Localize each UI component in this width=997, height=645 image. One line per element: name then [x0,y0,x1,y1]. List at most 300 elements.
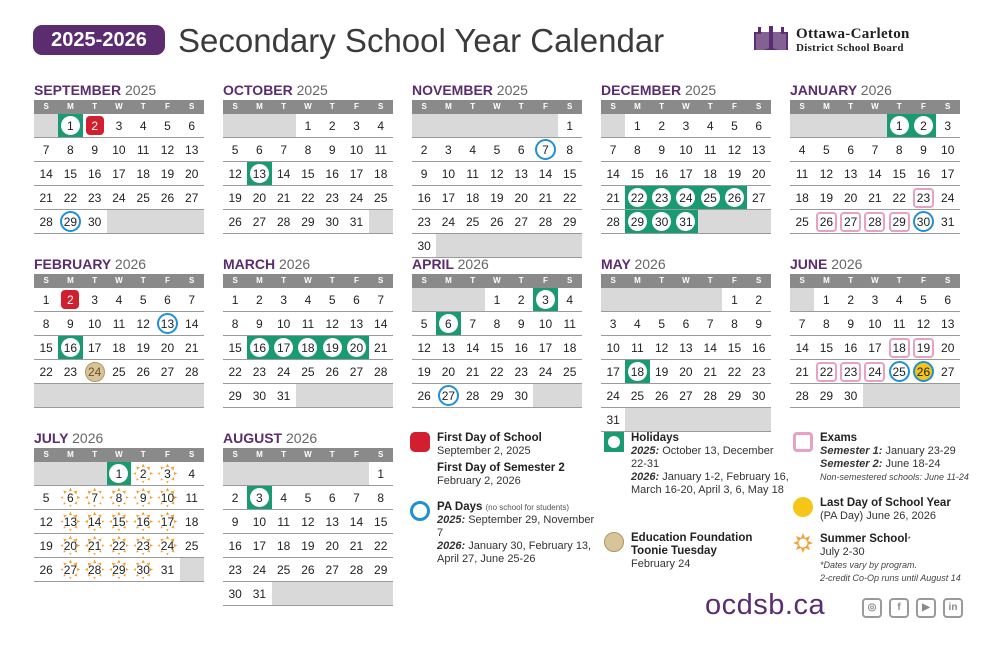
day-number: 8 [823,316,830,331]
weekday-label: S [610,276,616,285]
weekday-label: S [43,102,49,111]
day-number: 6 [188,118,196,133]
day-cell [936,114,960,137]
weekday-label: T [140,102,146,111]
week-row [601,162,771,186]
weekday-label: W [871,276,879,285]
weekday-header [223,274,393,288]
day-cell [34,510,58,533]
day-number: 2 [517,292,525,307]
day-number: 6 [439,314,458,333]
day-number: 1 [42,292,50,307]
day-cell [155,114,179,137]
day-cell-summer [58,558,82,581]
week-row [790,336,960,360]
toonie-title: Education Foundation Toonie Tuesday [631,532,753,557]
weekday-label: F [165,450,170,459]
day-number: 4 [798,142,806,157]
day-cell [722,138,746,161]
week-row [412,336,582,360]
month-january [790,82,960,234]
day-number: 1 [634,118,641,133]
day-number: 15 [727,340,742,355]
day-number: 15 [819,340,834,355]
day-number: 22 [374,538,388,553]
empty-day-cell [272,114,296,137]
day-number: 6 [328,490,336,505]
day-number: 9 [658,142,665,157]
day-number: 6 [682,316,690,331]
week-row [223,384,393,408]
day-number: 26 [490,214,504,229]
instagram-icon[interactable]: ◎ [862,598,882,618]
day-cell [485,162,509,185]
day-number: 4 [304,292,312,307]
day-number: 11 [703,142,717,157]
weekday-label: S [421,102,427,111]
day-cell [814,138,838,161]
first-day-swatch-icon [410,432,430,452]
linkedin-icon[interactable]: in [943,598,963,618]
day-number: 23 [514,364,528,379]
day-cell [790,312,814,335]
weekday-label: S [189,102,195,111]
month-march [223,256,393,408]
day-cell [320,510,344,533]
day-cell [625,138,649,161]
weekday-label: T [896,102,902,111]
day-cell [34,486,58,509]
month-year: 2026 [831,256,863,272]
day-number: 3 [250,488,269,507]
day-number: 14 [538,166,553,181]
empty-day-cell [223,114,247,137]
day-number: 18 [136,166,150,181]
weekday-label: T [92,276,98,285]
month-year: 2026 [114,256,147,272]
day-cell [180,336,204,359]
day-cell [412,210,436,233]
day-number: 11 [277,514,290,529]
first-day-date: September 2, 2025 [437,445,531,457]
day-cell [814,384,838,407]
day-number: 23 [87,190,102,205]
day-cell [412,360,436,383]
day-cell [247,534,271,557]
weekday-label: F [732,102,737,111]
day-cell-exam [863,210,887,233]
day-number: 15 [892,166,906,181]
day-cell [911,162,935,185]
day-cell [296,114,320,137]
month-title [223,430,393,446]
day-number: 11 [136,142,150,157]
facebook-icon[interactable]: f [889,598,909,618]
day-number: 31 [160,562,175,577]
day-number: 18 [374,166,388,181]
day-cell [863,336,887,359]
week-row [34,186,204,210]
day-number: 2 [139,466,147,481]
weekday-label: S [567,102,573,111]
weekday-label: T [896,276,902,285]
month-year: 2026 [72,430,104,446]
day-number: 29 [228,388,242,403]
day-cell-summer [83,558,107,581]
day-number: 5 [493,142,501,157]
empty-day-cell [887,384,911,407]
day-cell [83,186,107,209]
day-number: 5 [823,142,830,157]
day-number: 1 [377,466,385,481]
empty-day-cell [509,114,533,137]
day-cell [722,114,746,137]
weekday-label: S [378,102,384,111]
holidays-2026-label: 2026: [631,471,660,483]
day-cell-hol [533,288,557,311]
empty-day-cell [674,288,698,311]
empty-day-cell [34,114,58,137]
day-cell [344,510,368,533]
day-number: 2 [847,292,854,307]
week-row [790,114,960,138]
day-cell-summer [83,534,107,557]
day-cell [412,336,436,359]
day-cell-exam [863,360,887,383]
day-cell [320,114,344,137]
week-row [223,534,393,558]
empty-day-cell [698,408,722,431]
day-cell-summer [131,558,155,581]
day-number: 10 [679,142,693,157]
year-badge: 2025-2026 [33,25,165,55]
day-number: 19 [160,166,175,181]
day-cell [34,138,58,161]
pa-2025-label: 2025: [437,514,466,526]
empty-day-cell [625,408,649,431]
day-cell [223,510,247,533]
day-cell [790,336,814,359]
week-row [412,210,582,234]
day-number: 6 [755,118,763,133]
day-number: 2 [256,292,263,307]
day-number: 28 [185,364,199,379]
day-number: 20 [752,166,766,181]
day-cell [320,210,344,233]
day-cell [839,162,863,185]
weekday-label: S [378,450,384,459]
day-cell [461,312,485,335]
day-cell-hol [247,486,271,509]
day-number: 9 [755,316,763,331]
day-cell [58,138,82,161]
day-number: 13 [157,313,178,334]
day-number: 20 [679,364,693,379]
day-number: 7 [871,142,879,157]
day-cell [533,360,557,383]
day-number: 28 [538,214,553,229]
day-number: 3 [682,118,690,133]
day-number: 3 [536,290,555,309]
day-number: 31 [606,412,620,427]
month-year: 2026 [286,430,318,446]
empty-day-cell [650,408,674,431]
day-number: 4 [706,118,714,133]
day-number: 29 [563,214,577,229]
pa-2026-label: 2026: [437,540,466,552]
day-number: 24 [276,364,291,379]
day-number: 18 [703,166,717,181]
weekday-label: T [470,102,476,111]
day-cell-exam [814,360,838,383]
day-cell-summer [107,486,131,509]
month-october [223,82,393,234]
day-cell [533,186,557,209]
day-number: 28 [465,388,480,403]
day-cell [344,558,368,581]
day-number: 2 [231,490,239,505]
day-cell-hol [625,186,649,209]
day-number: 7 [188,292,196,307]
day-cell [674,114,698,137]
day-cell [650,384,674,407]
day-number: 26 [654,388,669,403]
day-cell-hol [344,336,368,359]
week-row [412,384,582,408]
week-row [601,186,771,210]
day-number: 15 [630,166,645,181]
day-number: 9 [847,316,854,331]
day-number: 25 [185,538,199,553]
day-cell [247,558,271,581]
day-cell [247,384,271,407]
day-cell-summer [155,462,179,485]
weekday-label: T [707,102,713,111]
weekday-label: M [256,450,263,459]
day-number: 24 [349,190,364,205]
week-row [223,312,393,336]
month-title [34,256,204,272]
day-cell [558,138,582,161]
day-number: 25 [563,364,577,379]
day-number: 9 [67,316,74,331]
day-cell [369,486,393,509]
day-cell [247,312,271,335]
day-number: 22 [563,190,577,205]
empty-day-cell [650,288,674,311]
day-number: 31 [349,214,364,229]
day-number: 14 [703,340,717,355]
youtube-icon[interactable]: ▶ [916,598,936,618]
weekday-label: F [921,102,926,111]
day-cell [247,360,271,383]
page-title: Secondary School Year Calendar [178,22,665,59]
day-cell [107,114,131,137]
day-number: 25 [889,361,910,382]
day-cell [698,114,722,137]
day-number: 9 [420,166,428,181]
day-number: 23 [228,562,242,577]
weekday-label: S [799,102,805,111]
week-row [223,558,393,582]
day-number: 25 [301,364,315,379]
day-number: 28 [276,214,291,229]
day-cell [223,210,247,233]
day-number: 12 [490,166,504,181]
day-cell [814,312,838,335]
month-title [412,256,582,272]
day-number: 6 [256,142,263,157]
day-number: 1 [493,292,501,307]
day-number: 11 [892,316,906,331]
day-cell [747,336,771,359]
week-row [790,312,960,336]
day-number: 10 [941,142,955,157]
day-number: 5 [731,118,738,133]
day-cell [247,510,271,533]
day-number: 13 [679,340,693,355]
week-row [412,162,582,186]
day-cell [747,312,771,335]
website-link[interactable]: ocdsb.ca [705,589,826,621]
week-row [412,312,582,336]
day-number: 15 [63,166,78,181]
day-cell-summer [58,486,82,509]
day-cell [601,210,625,233]
summer-note-2: 2-credit Co-Op runs until August 14 [820,573,961,583]
day-cell-hol [650,210,674,233]
day-cell [436,162,460,185]
day-cell [131,288,155,311]
day-number: 24 [112,190,126,205]
day-number: 14 [87,514,102,529]
day-cell [272,312,296,335]
day-number: 21 [87,538,102,553]
day-cell-toonie [83,360,107,383]
day-cell [936,186,960,209]
day-cell [83,162,107,185]
day-number: 5 [42,490,50,505]
weekday-label: S [232,102,238,111]
week-row [601,138,771,162]
day-number: 2 [61,290,79,309]
day-number: 27 [679,388,693,403]
logo-line-1: Ottawa-Carleton [796,26,910,42]
day-number: 23 [325,190,339,205]
summer-note-1: *Dates vary by program. [820,560,918,570]
day-cell [272,558,296,581]
day-cell [747,186,771,209]
toonie-date: February 24 [631,558,691,570]
month-title [601,82,771,98]
day-cell [625,162,649,185]
day-cell [272,288,296,311]
day-cell [155,558,179,581]
day-cell [863,288,887,311]
day-cell-hol [722,186,746,209]
day-number: 12 [654,340,669,355]
week-row [34,114,204,138]
day-cell [509,288,533,311]
day-number: 3 [871,292,879,307]
day-number: 8 [731,316,738,331]
day-number: 21 [703,364,717,379]
day-number: 11 [374,142,387,157]
day-cell [223,288,247,311]
summer-sun-icon [793,533,813,553]
day-cell [344,162,368,185]
week-row [34,534,204,558]
day-cell [722,162,746,185]
day-cell [83,336,107,359]
day-cell [272,534,296,557]
day-cell [698,138,722,161]
day-cell [58,312,82,335]
legend-toonie [604,532,789,577]
day-cell [674,138,698,161]
weekday-label: T [848,276,854,285]
day-cell [320,138,344,161]
month-name: SEPTEMBER [34,82,122,98]
day-cell [155,288,179,311]
day-cell [369,162,393,185]
weekday-label: T [329,102,335,111]
day-cell [936,360,960,383]
day-cell [625,114,649,137]
empty-day-cell [58,462,82,485]
week-row [223,336,393,360]
day-number: 30 [752,388,766,403]
day-number: 12 [727,142,742,157]
day-cell [272,210,296,233]
day-cell [461,162,485,185]
day-cell-hol [272,336,296,359]
day-number: 13 [941,316,955,331]
day-cell-exam [887,210,911,233]
day-number: 11 [466,166,479,181]
day-number: 26 [228,214,242,229]
week-row [34,336,204,360]
empty-day-cell [369,210,393,233]
day-cell [698,312,722,335]
weekday-label: S [567,276,573,285]
day-cell [436,186,460,209]
empty-day-cell [722,408,746,431]
day-cell-summer [83,486,107,509]
day-number: 21 [606,190,620,205]
weekday-header [790,274,960,288]
day-number: 27 [941,364,955,379]
day-cell [814,186,838,209]
day-number: 21 [465,364,480,379]
day-cell [839,312,863,335]
day-cell-exam [839,360,863,383]
day-number: 13 [441,340,456,355]
day-number: 17 [538,340,553,355]
day-cell [320,312,344,335]
day-cell [180,510,204,533]
day-cell [485,138,509,161]
day-cell-summer [131,462,155,485]
weekday-label: S [799,276,805,285]
empty-day-cell [131,384,155,407]
empty-day-cell [180,210,204,233]
day-cell-hol [58,114,82,137]
day-number: 8 [67,142,74,157]
day-number: 8 [895,142,903,157]
day-cell [461,384,485,407]
day-cell-summer [131,486,155,509]
